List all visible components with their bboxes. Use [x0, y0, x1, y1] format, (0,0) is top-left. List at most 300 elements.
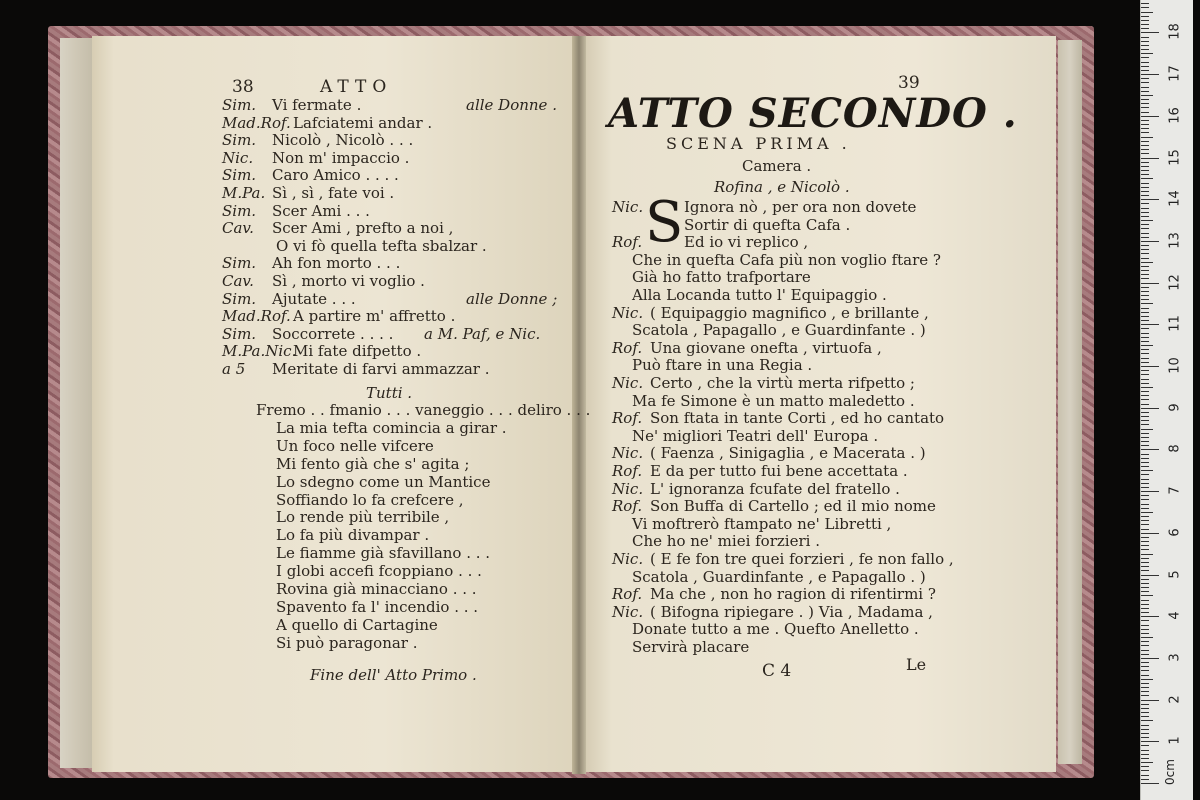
- dialogue-line: Non m' impaccio .: [272, 148, 410, 167]
- ruler-tick: [1141, 466, 1149, 467]
- ruler-tick: [1141, 49, 1149, 50]
- ruler-number: 8: [1167, 444, 1183, 454]
- dialogue-line: Ne' migliori Teatri dell' Europa .: [632, 426, 879, 445]
- ruler-tick: [1141, 537, 1149, 538]
- ruler-tick: [1141, 78, 1149, 79]
- verse-line: Lo rende più terribile ,: [276, 508, 450, 527]
- measuring-ruler: [1140, 0, 1193, 800]
- verse-line: Rovina già minacciano . . .: [276, 580, 477, 598]
- dialogue-line: Scer Ami . . .: [272, 201, 370, 220]
- dialogue-line: Una giovane onefta , virtuofa ,: [650, 338, 882, 357]
- verse-line: La mia tefta comincia a girar .: [276, 418, 507, 437]
- dialogue-line: Ah fon morto . . .: [272, 254, 401, 273]
- dialogue-line: Ajutate . . .: [272, 289, 356, 308]
- ruler-tick: [1141, 328, 1149, 329]
- ruler-tick: [1141, 662, 1149, 663]
- ruler-tick: [1141, 145, 1149, 146]
- ruler-tick: [1141, 95, 1153, 96]
- ruler-tick: [1141, 575, 1159, 576]
- ruler-number: 15: [1167, 148, 1183, 166]
- ruler-number: 17: [1167, 65, 1183, 82]
- ruler-tick: [1141, 408, 1159, 409]
- ruler-tick: [1141, 583, 1149, 584]
- ruler-number: 1: [1167, 736, 1183, 745]
- speaker-name: Cav.: [222, 272, 254, 290]
- speaker-name: Nic.: [612, 602, 644, 621]
- ruler-tick: [1141, 470, 1153, 471]
- ruler-tick: [1141, 32, 1159, 33]
- ruler-tick: [1141, 704, 1149, 705]
- ruler-tick: [1141, 637, 1153, 638]
- ruler-tick: [1141, 695, 1149, 696]
- ruler-number: 9: [1167, 403, 1183, 412]
- verse-line: Lo sdegno come un Mantice: [276, 472, 491, 491]
- ruler-tick: [1141, 600, 1149, 601]
- speaker-name: Mad.Rof.: [222, 307, 291, 326]
- dialogue-line: L' ignoranza fcufate del fratello .: [650, 479, 900, 498]
- ruler-tick: [1141, 262, 1153, 263]
- ruler-tick: [1141, 779, 1149, 780]
- ruler-tick: [1141, 120, 1149, 121]
- ruler-tick: [1141, 591, 1149, 592]
- ruler-tick: [1141, 45, 1149, 46]
- ruler-tick: [1141, 228, 1149, 229]
- ruler-tick: [1141, 287, 1149, 288]
- speaker-name: Sim.: [222, 289, 257, 308]
- ruler-tick: [1141, 641, 1149, 642]
- ruler-tick: [1141, 424, 1149, 425]
- ruler-tick: [1141, 737, 1149, 738]
- ruler-tick: [1141, 258, 1149, 259]
- verse-line: Lo fa più divampar .: [276, 526, 430, 545]
- stage-direction: alle Donne .: [466, 96, 557, 114]
- ruler-tick: [1141, 312, 1149, 313]
- ruler-tick: [1141, 153, 1149, 154]
- verse-line: Un foco nelle vifcere: [276, 436, 434, 455]
- ruler-tick: [1141, 654, 1149, 655]
- ruler-tick: [1141, 374, 1149, 375]
- ruler-tick: [1141, 670, 1149, 671]
- dialogue-line: Servirà placare: [632, 638, 750, 656]
- ruler-number: 10: [1167, 357, 1183, 374]
- ruler-tick: [1141, 745, 1149, 746]
- speaker-name: Nic.: [612, 444, 644, 463]
- ruler-tick: [1141, 349, 1149, 350]
- speaker-name: Rof.: [612, 233, 643, 252]
- ruler-tick: [1141, 770, 1149, 771]
- speaker-name: Nic.: [222, 148, 254, 167]
- ruler-tick: [1141, 554, 1153, 555]
- dialogue-line: A partire m' affretto .: [293, 307, 456, 326]
- ruler-tick: [1141, 683, 1149, 684]
- ruler-number: 7: [1167, 486, 1183, 495]
- ruler-tick: [1141, 28, 1149, 29]
- ruler-number: 14: [1167, 190, 1183, 207]
- ruler-tick: [1141, 541, 1149, 542]
- ruler-tick: [1141, 549, 1149, 550]
- right-page-number: 39: [898, 73, 920, 93]
- ruler-tick: [1141, 149, 1149, 150]
- ruler-tick: [1141, 233, 1149, 234]
- ruler-tick: [1141, 16, 1149, 17]
- ruler-number: 2: [1167, 694, 1183, 704]
- ruler-number: 16: [1167, 107, 1183, 124]
- verse-line: Fremo . . fmanio . . . vaneggio . . . deliro . . .: [256, 401, 591, 419]
- speaker-name: Nic.: [612, 303, 644, 322]
- ruler-tick: [1141, 474, 1149, 475]
- ruler-tick: [1141, 220, 1153, 221]
- dialogue-line: Scer Ami , prefto a noi ,: [272, 219, 454, 238]
- dialogue-line: Scatola , Papagallo , e Guardinfante . ): [632, 321, 926, 340]
- ruler-tick: [1141, 687, 1149, 688]
- ruler-tick: [1141, 53, 1153, 54]
- ruler-tick: [1141, 512, 1153, 513]
- speaker-name: Sim.: [222, 254, 257, 273]
- ruler-tick: [1141, 620, 1149, 621]
- ruler-tick: [1141, 633, 1149, 634]
- ruler-tick: [1141, 3, 1149, 4]
- ruler-tick: [1141, 399, 1149, 400]
- dialogue-line: Sortir di quefta Cafa .: [684, 215, 851, 234]
- ruler-tick: [1141, 437, 1149, 438]
- verse-line: A quello di Cartagine: [276, 615, 438, 634]
- ruler-tick: [1141, 433, 1149, 434]
- ruler-tick: [1141, 199, 1159, 200]
- ruler-tick: [1141, 266, 1149, 267]
- dialogue-line: Ignora nò , per ora non dovete: [684, 198, 917, 216]
- ruler-tick: [1141, 562, 1149, 563]
- ruler-tick: [1141, 87, 1149, 88]
- ruler-tick: [1141, 495, 1149, 496]
- dialogue-line: Alla Locanda tutto l' Equipaggio .: [632, 286, 887, 304]
- ruler-tick: [1141, 62, 1149, 63]
- ruler-tick: [1141, 679, 1153, 680]
- dialogue-line: Vi moftrerò ftampato ne' Libretti ,: [632, 514, 892, 533]
- ruler-tick: [1141, 666, 1149, 667]
- ruler-tick: [1141, 449, 1159, 450]
- ruler-tick: [1141, 187, 1149, 188]
- dialogue-line: Già ho fatto trafportare: [632, 268, 811, 287]
- ruler-tick: [1141, 454, 1149, 455]
- dialogue-line: ( Equipaggio magnifico , e brillante ,: [650, 303, 929, 322]
- ruler-tick: [1141, 132, 1149, 133]
- speaker-name: Nic.: [612, 198, 644, 216]
- ruler-tick: [1141, 491, 1159, 492]
- ruler-number: 18: [1167, 23, 1183, 41]
- dialogue-line: Ma fe Simone è un matto maledetto .: [632, 391, 915, 410]
- ruler-tick: [1141, 333, 1149, 334]
- ruler-tick: [1141, 758, 1149, 759]
- speaker-name: Nic.: [612, 550, 644, 568]
- ruler-tick: [1141, 524, 1149, 525]
- ruler-tick: [1141, 178, 1153, 179]
- ruler-tick: [1141, 224, 1149, 225]
- speaker-name: Sim.: [222, 166, 257, 185]
- ruler-tick: [1141, 91, 1149, 92]
- ruler-tick: [1141, 112, 1149, 113]
- ruler-tick: [1141, 629, 1149, 630]
- dialogue-line: Mi fate difpetto .: [293, 342, 422, 361]
- ruler-tick: [1141, 370, 1149, 371]
- ruler-tick: [1141, 324, 1159, 325]
- verse-line: Spavento fa l' incendio . . .: [276, 597, 479, 616]
- ruler-tick: [1141, 128, 1149, 129]
- ruler-tick: [1141, 504, 1149, 505]
- verse-line: Soffiando lo fa crefcere ,: [276, 490, 464, 509]
- ruler-number: 3: [1167, 653, 1183, 662]
- ruler-tick: [1141, 708, 1149, 709]
- ruler-number: 13: [1167, 232, 1183, 249]
- dialogue-line: Caro Amico . . . .: [272, 166, 399, 185]
- ruler-tick: [1141, 249, 1149, 250]
- dialogue-line: Sì , sì , fate voi .: [272, 184, 395, 202]
- ruler-tick: [1141, 203, 1149, 204]
- ruler-number: 4: [1167, 611, 1183, 620]
- ruler-tick: [1141, 141, 1149, 142]
- signature-mark: C 4: [762, 661, 792, 681]
- ruler-tick: [1141, 404, 1149, 405]
- ruler-tick: [1141, 99, 1149, 100]
- ruler-tick: [1141, 303, 1153, 304]
- ruler-tick: [1141, 245, 1149, 246]
- ruler-tick: [1141, 658, 1159, 659]
- ruler-tick: [1141, 116, 1159, 117]
- ruler-tick: [1141, 483, 1149, 484]
- ruler-tick: [1141, 379, 1149, 380]
- ruler-tick: [1141, 166, 1149, 167]
- ruler-tick: [1141, 720, 1153, 721]
- ruler-tick: [1141, 341, 1149, 342]
- left-page-number: 38: [232, 77, 254, 97]
- ruler-tick: [1141, 82, 1149, 83]
- ruler-tick: [1141, 191, 1149, 192]
- ruler-tick: [1141, 57, 1149, 58]
- ruler-tick: [1141, 24, 1149, 25]
- drop-cap: S: [645, 190, 684, 255]
- dialogue-line: Lafciatemi andar .: [293, 113, 433, 132]
- ruler-tick: [1141, 283, 1159, 284]
- ruler-tick: [1141, 391, 1149, 392]
- ruler-tick: [1141, 754, 1149, 755]
- ruler-tick: [1141, 645, 1149, 646]
- dialogue-line: Nicolò , Nicolò . . .: [272, 131, 414, 150]
- ruler-tick: [1141, 545, 1149, 546]
- ruler-tick: [1141, 291, 1149, 292]
- speaker-name: Rof.: [612, 462, 643, 480]
- ruler-number: 6: [1167, 528, 1183, 537]
- ruler-tick: [1141, 420, 1149, 421]
- ruler-tick: [1141, 441, 1149, 442]
- ruler-tick: [1141, 750, 1149, 751]
- dialogue-line: Ed io vi replico ,: [684, 233, 809, 252]
- ruler-tick: [1141, 479, 1149, 480]
- ruler-tick: [1141, 595, 1153, 596]
- ruler-tick: [1141, 274, 1149, 275]
- dialogue-line: Vi fermate .: [272, 96, 362, 114]
- ruler-tick: [1141, 741, 1159, 742]
- ruler-tick: [1141, 700, 1159, 701]
- dialogue-line: O vi fò quella tefta sbalzar .: [276, 236, 487, 255]
- ruler-tick: [1141, 345, 1153, 346]
- speaker-name: Nic.: [612, 479, 644, 498]
- ruler-tick: [1141, 458, 1149, 459]
- speaker-name: Rof.: [612, 338, 643, 357]
- dialogue-line: Che ho ne' miei forzieri .: [632, 532, 820, 551]
- ruler-unit-label: 0cm: [1163, 759, 1177, 785]
- dialogue-line: Meritate di farvi ammazzar .: [272, 360, 490, 378]
- act-one-end: Fine dell' Atto Primo .: [310, 666, 477, 684]
- ruler-tick: [1141, 299, 1149, 300]
- ruler-tick: [1141, 366, 1159, 367]
- ruler-tick: [1141, 195, 1149, 196]
- ruler-tick: [1141, 12, 1153, 13]
- dialogue-line: ( E fe fon tre quei forzieri , fe non fallo ,: [650, 550, 954, 568]
- ruler-tick: [1141, 216, 1149, 217]
- dialogue-line: Son Buffa di Cartello ; ed il mio nome: [650, 497, 936, 516]
- scene-characters: Rofina , e Nicolò .: [714, 178, 850, 196]
- ruler-tick: [1141, 183, 1149, 184]
- scene-title: SCENA PRIMA .: [666, 134, 851, 153]
- catchword: Le: [906, 655, 927, 674]
- ruler-tick: [1141, 766, 1149, 767]
- ruler-tick: [1141, 516, 1149, 517]
- dialogue-line: Che in quefta Cafa più non voglio ftare ?: [632, 250, 941, 269]
- ruler-tick: [1141, 429, 1153, 430]
- stage-direction: alle Donne ;: [466, 289, 558, 308]
- ruler-tick: [1141, 270, 1149, 271]
- ruler-tick: [1141, 70, 1149, 71]
- ruler-tick: [1141, 616, 1159, 617]
- speaker-name: Rof.: [612, 585, 643, 604]
- dialogue-line: Soccorrete . . . .: [272, 324, 394, 343]
- ruler-tick: [1141, 412, 1149, 413]
- verse-line: Mi fento già che s' agita ;: [276, 454, 470, 473]
- ruler-tick: [1141, 208, 1149, 209]
- ruler-tick: [1141, 487, 1149, 488]
- ruler-tick: [1141, 716, 1149, 717]
- speaker-name: a 5: [222, 360, 246, 378]
- ruler-tick: [1141, 604, 1149, 605]
- speaker-name: Rof.: [612, 497, 643, 516]
- ruler-tick: [1141, 675, 1149, 676]
- left-running-head: ATTO: [320, 77, 393, 97]
- page-edges-right: [1058, 40, 1082, 764]
- ruler-tick: [1141, 712, 1149, 713]
- speaker-name: M.Pa.Nic.: [222, 342, 297, 361]
- ruler-tick: [1141, 570, 1149, 571]
- speaker-name: Sim.: [222, 131, 257, 150]
- ruler-tick: [1141, 416, 1149, 417]
- ruler-number: 11: [1167, 315, 1183, 333]
- ruler-tick: [1141, 733, 1149, 734]
- ruler-tick: [1141, 320, 1149, 321]
- dialogue-line: Sì , morto vi voglio .: [272, 272, 425, 290]
- dialogue-line: ( Bifogna ripiegare . ) Via , Madama ,: [650, 602, 933, 621]
- speaker-name: Sim.: [222, 201, 257, 220]
- stage-direction: a M. Paf, e Nic.: [424, 324, 541, 343]
- ruler-tick: [1141, 625, 1149, 626]
- ruler-tick: [1141, 337, 1149, 338]
- ruler-tick: [1141, 612, 1149, 613]
- ruler-tick: [1141, 241, 1159, 242]
- ruler-tick: [1141, 445, 1149, 446]
- ruler-tick: [1141, 579, 1149, 580]
- ruler-tick: [1141, 775, 1149, 776]
- ruler-tick: [1141, 762, 1153, 763]
- ruler-tick: [1141, 783, 1159, 784]
- ruler-tick: [1141, 358, 1149, 359]
- speaker-name: Sim.: [222, 96, 257, 114]
- ruler-tick: [1141, 533, 1159, 534]
- ruler-tick: [1141, 7, 1149, 8]
- ruler-tick: [1141, 353, 1149, 354]
- speaker-name: Rof.: [612, 409, 643, 428]
- ruler-tick: [1141, 278, 1149, 279]
- ruler-tick: [1141, 608, 1149, 609]
- ruler-tick: [1141, 107, 1149, 108]
- ruler-tick: [1141, 508, 1149, 509]
- speaker-name: Sim.: [222, 324, 257, 343]
- dialogue-line: Può ftare in una Regia .: [632, 356, 813, 375]
- speaker-name: M.Pa.: [222, 184, 266, 202]
- act-title: ATTO SECONDO .: [608, 90, 1018, 137]
- tutti-label: Tutti .: [366, 384, 413, 402]
- ruler-tick: [1141, 725, 1149, 726]
- ruler-tick: [1141, 124, 1149, 125]
- ruler-tick: [1141, 462, 1149, 463]
- dialogue-line: Ma che , non ho ragion di rifentirmi ?: [650, 585, 936, 604]
- speaker-name: Cav.: [222, 219, 254, 238]
- ruler-tick: [1141, 20, 1149, 21]
- ruler-tick: [1141, 174, 1149, 175]
- ruler-tick: [1141, 308, 1149, 309]
- verse-line: Si può paragonar .: [276, 633, 418, 652]
- scene-setting: Camera .: [742, 157, 812, 175]
- ruler-tick: [1141, 253, 1149, 254]
- dialogue-line: Donate tutto a me . Quefto Anelletto .: [632, 620, 919, 639]
- ruler-tick: [1141, 41, 1149, 42]
- verse-line: Le fiamme già sfavillano . . .: [276, 544, 491, 563]
- ruler-tick: [1141, 74, 1159, 75]
- ruler-number: 12: [1167, 273, 1183, 291]
- speaker-name: Mad.Rof.: [222, 113, 291, 132]
- ruler-tick: [1141, 158, 1159, 159]
- ruler-tick: [1141, 316, 1149, 317]
- ruler-tick: [1141, 691, 1149, 692]
- ruler-tick: [1141, 137, 1153, 138]
- ruler-tick: [1141, 395, 1149, 396]
- verse-line: I globi accefi fcoppiano . . .: [276, 562, 482, 581]
- ruler-tick: [1141, 650, 1149, 651]
- ruler-tick: [1141, 587, 1149, 588]
- ruler-tick: [1141, 566, 1149, 567]
- ruler-tick: [1141, 558, 1149, 559]
- dialogue-line: Certo , che la virtù merta rifpetto ;: [650, 374, 915, 392]
- ruler-tick: [1141, 237, 1149, 238]
- ruler-tick: [1141, 383, 1149, 384]
- ruler-tick: [1141, 295, 1149, 296]
- ruler-tick: [1141, 520, 1149, 521]
- ruler-tick: [1141, 529, 1149, 530]
- dialogue-line: E da per tutto fui bene accettata .: [650, 462, 908, 480]
- ruler-tick: [1141, 212, 1149, 213]
- ruler-tick: [1141, 362, 1149, 363]
- ruler-tick: [1141, 387, 1153, 388]
- ruler-tick: [1141, 170, 1149, 171]
- ruler-tick: [1141, 66, 1149, 67]
- dialogue-line: ( Faenza , Sinigaglia , e Macerata . ): [650, 444, 926, 463]
- ruler-tick: [1141, 162, 1149, 163]
